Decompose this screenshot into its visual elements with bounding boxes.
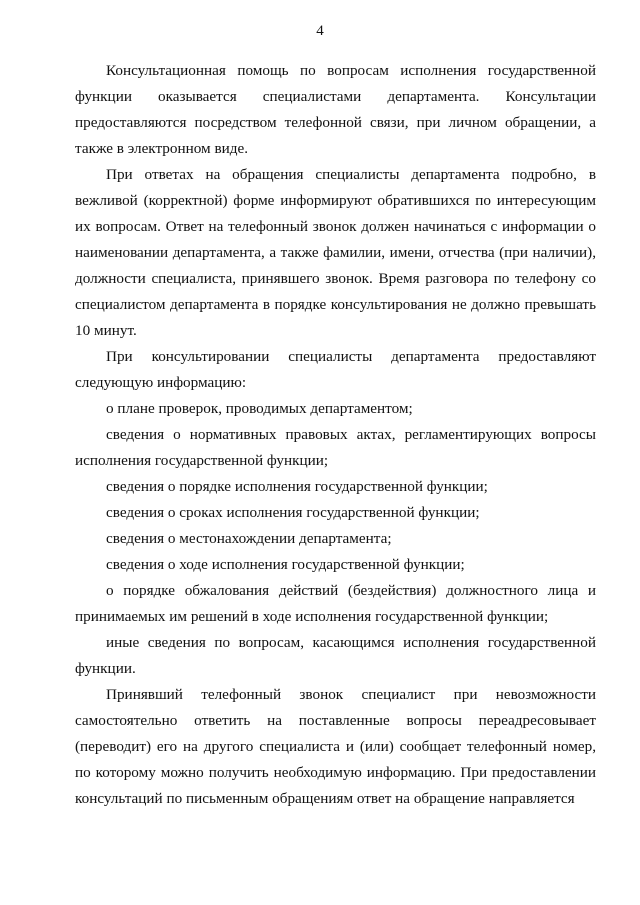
- page-number: 4: [316, 23, 324, 39]
- document-body: [75, 58, 596, 812]
- list-item-deadlines: сведения о сроках исполнения государственной функции;: [106, 504, 480, 521]
- list-item-location: сведения о местонахождении департамента;: [106, 530, 392, 547]
- paragraph-consultation-help: Консультационная помощь по вопросам исполнения государственной функции оказывается специалистами департамента. Консультации предоставляются посредством телефонной связи, при личном обращении, а также в электронном виде.: [75, 62, 596, 157]
- list-item-legal-acts: сведения о нормативных правовых актах, регламентирующих вопросы исполнения государственной функции;: [75, 426, 596, 469]
- list-item-other-info: иные сведения по вопросам, касающимся исполнения государственной функции.: [75, 634, 596, 677]
- list-item-procedure: сведения о порядке исполнения государственной функции;: [106, 478, 488, 495]
- paragraph-call-redirect: Принявший телефонный звонок специалист при невозможности самостоятельно ответить на поставленные вопросы переадресовывает (переводит) его на другого специалиста и (или) сообщает телефонный номер, по которому можно получить необходимую информацию. При предоставлении консультаций по письменным обращениям ответ на обращение направляется: [75, 686, 596, 807]
- list-item-inspection-plan: о плане проверок, проводимых департаментом;: [106, 400, 413, 417]
- paragraph-answer-rules: При ответах на обращения специалисты департамента подробно, в вежливой (корректной) форме информируют обратившихся по интересующим их вопросам. Ответ на телефонный звонок должен начинаться с информации о наименовании департамента, а также фамилии, имени, отчества (при наличии), должности специалиста, принявшего звонок. Время разговора по телефону со специалистом департамента в порядке консультирования не должно превышать 10 минут.: [75, 166, 596, 339]
- list-item-appeal: о порядке обжалования действий (бездействия) должностного лица и принимаемых им решений в ходе исполнения государственной функции;: [75, 582, 596, 625]
- paragraph-info-intro: При консультировании специалисты департамента предоставляют следующую информацию:: [75, 348, 596, 391]
- list-item-progress: сведения о ходе исполнения государственной функции;: [106, 556, 465, 573]
